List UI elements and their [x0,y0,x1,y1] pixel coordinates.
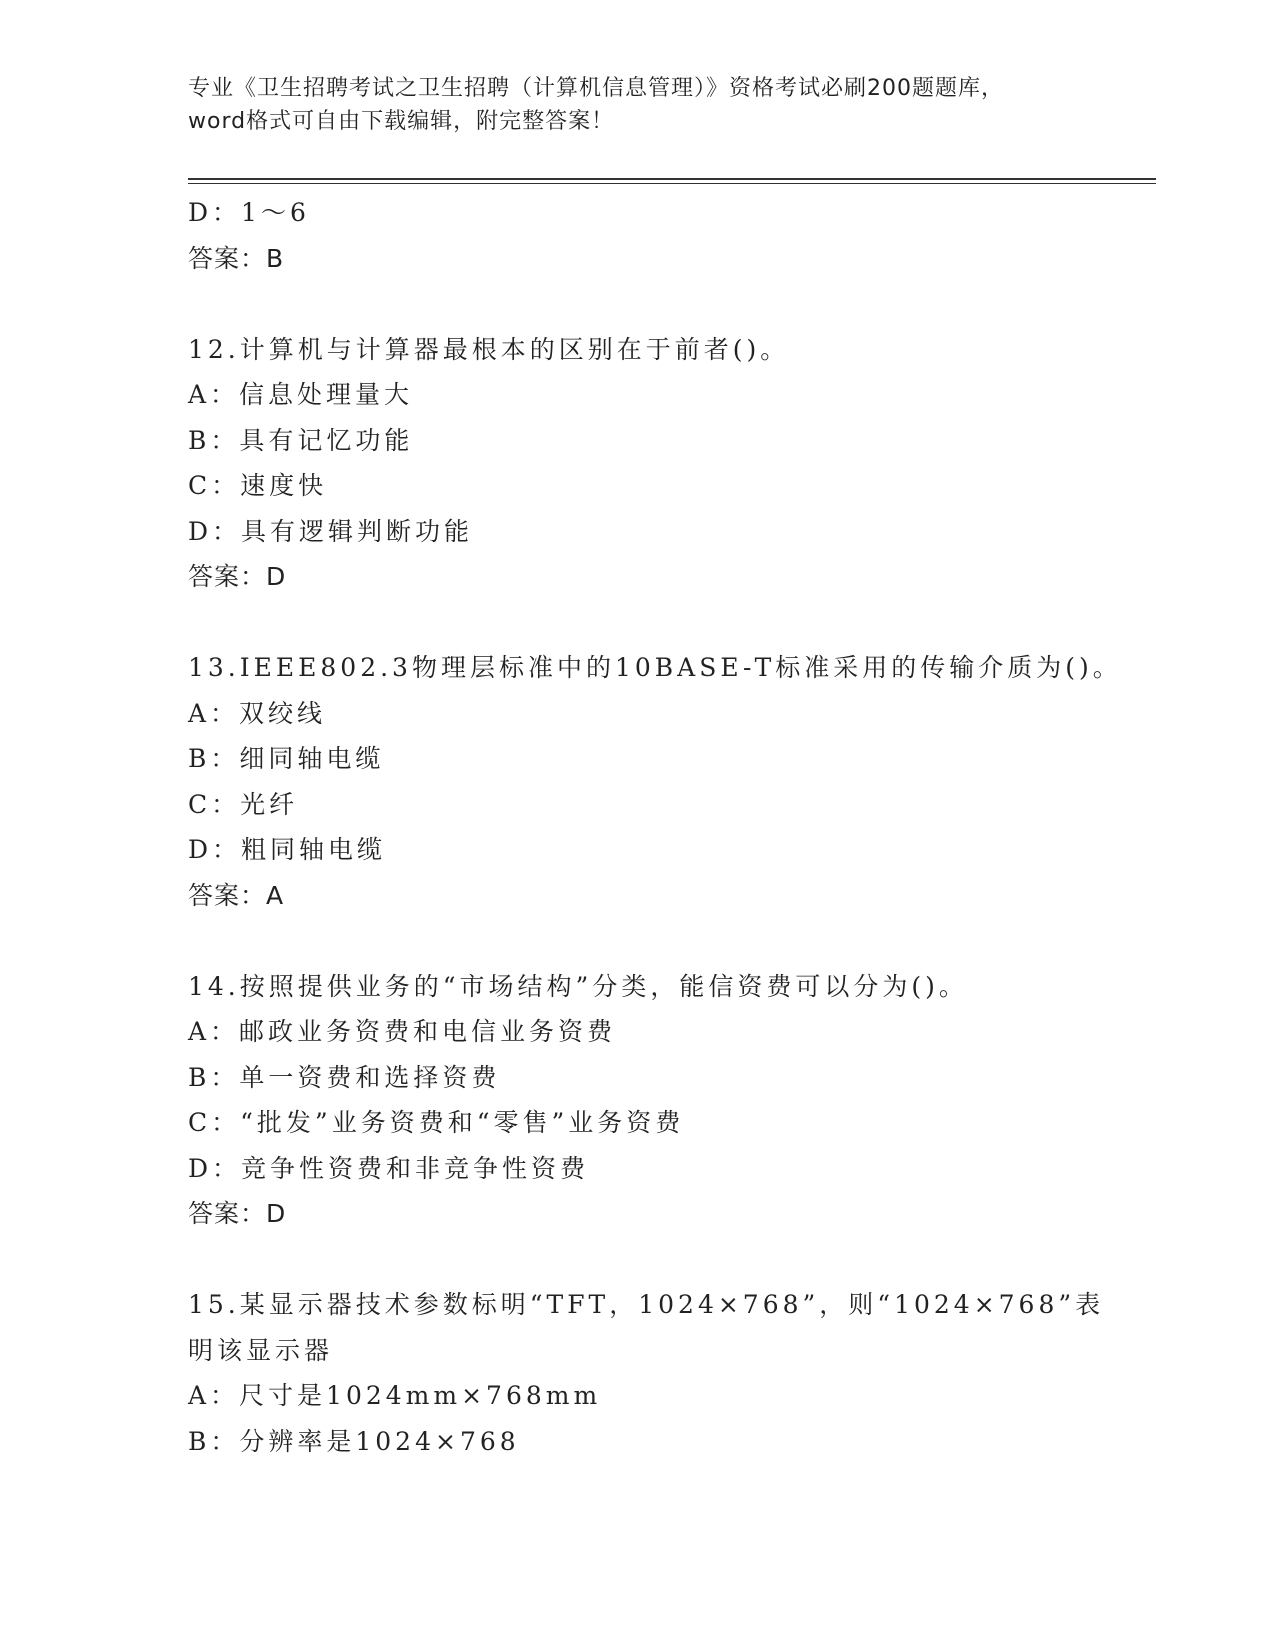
option-a: A：尺寸是1024mm×768mm [188,1381,602,1410]
question-14 [188,964,1148,1237]
header-divider-thin [188,183,1156,184]
option-b: B：单一资费和选择资费 [188,1062,501,1092]
document-body [188,190,1148,1464]
question-15 [188,1282,1148,1464]
header-divider-thick [188,178,1156,180]
option-a: A：双绞线 [188,698,327,728]
option-c: C：“批发”业务资费和“零售”业务资费 [188,1108,685,1137]
question-12 [188,327,1148,600]
answer-line: 答案：D [188,562,287,591]
spacer [188,918,1148,964]
answer-line: 答案：D [188,1199,287,1228]
option-c: C：速度快 [188,471,328,500]
option-d: D：1～6 [188,198,310,227]
question-stem: 13.IEEE802.3物理层标准中的10BASE-T标准采用的传输介质为()。 [188,653,1122,682]
option-c: C：光纤 [188,789,299,819]
option-b: B：分辨率是1024×768 [188,1426,520,1456]
option-d: D：粗同轴电缆 [188,835,387,864]
question-13 [188,645,1148,918]
option-b: B：具有记忆功能 [188,425,414,455]
option-d: D：具有逻辑判断功能 [188,516,474,546]
option-d: D：竞争性资费和非竞争性资费 [188,1153,590,1183]
spacer [188,1237,1148,1283]
spacer [188,600,1148,646]
question-stem-continued: 明该显示器 [188,1335,334,1365]
question-stem: 15.某显示器技术参数标明“TFT，1024×768”，则“1024×768”表 [188,1290,1105,1319]
document-header [188,72,1088,138]
option-b: B：细同轴电缆 [188,744,385,773]
header-line-1: 专业《卫生招聘考试之卫生招聘（计算机信息管理）》资格考试必刷200题题库， [188,76,1004,101]
header-line-2: word格式可自由下载编辑，附完整答案！ [188,109,615,134]
spacer [188,281,1148,327]
option-a: A：邮政业务资费和电信业务资费 [188,1017,617,1046]
answer-line: 答案：B [188,243,285,273]
question-stem: 14.按照提供业务的“市场结构”分类，能信资费可以分为()。 [188,971,968,1001]
question-stem: 12.计算机与计算器最根本的区别在于前者()。 [188,334,790,364]
answer-line: 答案：A [188,880,285,910]
option-a: A：信息处理量大 [188,380,414,409]
